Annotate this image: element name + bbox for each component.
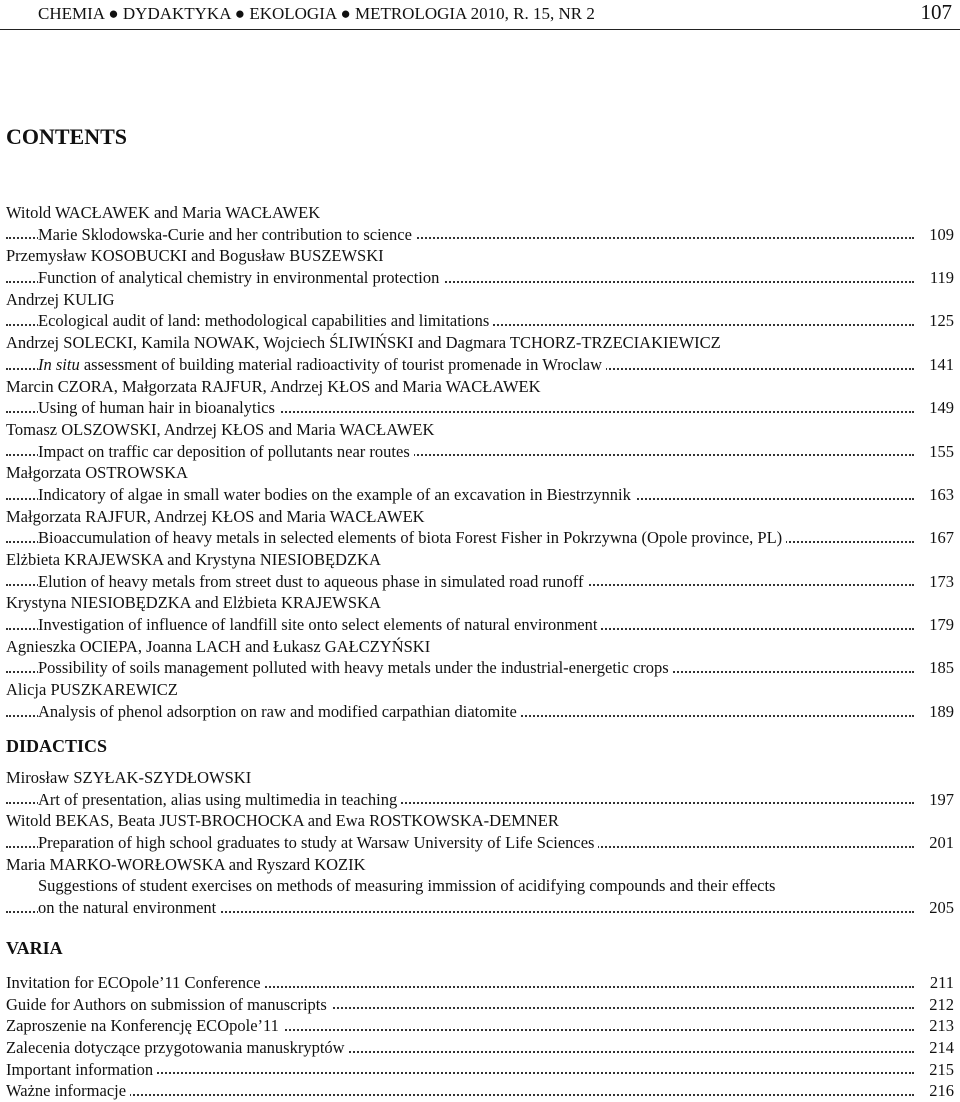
toc-entry[interactable] [6,1015,954,1037]
toc-entry[interactable] [6,397,954,419]
toc-entry[interactable] [6,224,954,246]
entry-page: 119 [914,267,954,289]
dot-leader [6,1094,914,1096]
toc-entry[interactable] [6,1037,954,1059]
entry-authors: Andrzej KULIG [6,289,115,309]
entry-title: Ważne informacje [6,1081,130,1100]
entry-title: Important information [6,1060,157,1079]
toc-entry[interactable] [6,657,954,679]
entry-title: Possibility of soils management polluted with heavy metals under the industrial-energetic crops [38,658,673,677]
entry-title: Using of human hair in bioanalytics [38,398,279,417]
toc-entry[interactable] [6,354,954,376]
entry-page: 179 [914,614,954,636]
entry-page: 212 [914,994,954,1016]
toc-entry[interactable] [6,832,954,854]
entry-title: Indicatory of algae in small water bodies on the example of an excavation in Biestrzynnik [38,485,635,504]
toc-entry[interactable] [6,614,954,636]
contents-list [6,202,954,723]
entry-authors: Marcin CZORA, Małgorzata RAJFUR, Andrzej KŁOS and Maria WACŁAWEK [6,376,541,396]
entry-page: 149 [914,397,954,419]
entry-title-rest: assessment of building material radioactivity of tourist promenade in Wroclaw [79,354,603,374]
entry-title: Analysis of phenol adsorption on raw and modified carpathian diatomite [38,702,521,721]
varia-list [6,972,954,1102]
entry-authors: Alicja PUSZKAREWICZ [6,680,178,700]
entry-title: Investigation of influence of landfill site onto select elements of natural environment [38,615,601,634]
entry-title: Function of analytical chemistry in environmental protection [38,268,443,287]
entry-page: 155 [914,441,954,463]
entry-title: on the natural environment [38,898,220,917]
entry-title: Art of presentation, alias using multimedia in teaching [38,790,401,809]
toc-entry[interactable] [6,994,954,1016]
entry-title: Ecological audit of land: methodological capabilities and limitations [38,311,493,330]
entry-page: 214 [914,1037,954,1059]
toc-entry[interactable] [6,484,954,506]
entry-authors: Małgorzata RAJFUR, Andrzej KŁOS and Maria WACŁAWEK [6,506,425,526]
entry-page: 163 [914,484,954,506]
entry-authors: Tomasz OLSZOWSKI, Andrzej KŁOS and Maria WACŁAWEK [6,419,435,439]
entry-title: Zalecenia dotyczące przygotowania manuskryptów [6,1038,349,1057]
entry-page: 109 [914,224,954,246]
entry-page: 213 [914,1015,954,1037]
entry-authors: Agnieszka OCIEPA, Joanna LACH and Łukasz GAŁCZYŃSKI [6,636,431,656]
entry-authors: Witold WACŁAWEK and Maria WACŁAWEK [6,203,321,222]
entry-authors: Mirosław SZYŁAK-SZYDŁOWSKI [6,768,252,787]
entry-page: 189 [914,701,954,723]
toc-entry[interactable] [6,972,954,994]
entry-title: Invitation for ECOpole’11 Conference [6,973,265,992]
entry-title: Marie Sklodowska-Curie and her contribution to science [38,225,416,244]
entry-page: 205 [914,897,954,919]
toc-entry[interactable] [6,1059,954,1081]
entry-page: 185 [914,657,954,679]
entry-title-italic: In situ [38,354,80,374]
didactics-heading: DIDACTICS [6,736,108,756]
entry-title: Impact on traffic car deposition of pollutants near routes [38,442,414,461]
entry-title: Zaproszenie na Konferencję ECOpole’11 [6,1016,283,1035]
entry-title-line: Suggestions of student exercises on methods of measuring immission of acidifying compounds and their effects [38,876,776,896]
contents-heading: CONTENTS [6,124,128,149]
entry-page: 173 [914,571,954,593]
page-number: 107 [920,0,952,24]
entry-authors: Małgorzata OSTROWSKA [6,463,188,483]
entry-title: Elution of heavy metals from street dust to aqueous phase in simulated road runoff [38,572,587,591]
entry-authors: Elżbieta KRAJEWSKA and Krystyna NIESIOBĘDZKA [6,550,381,569]
entry-authors: Krystyna NIESIOBĘDZKA and Elżbieta KRAJEWSKA [6,593,381,613]
journal-title: CHEMIA ● DYDAKTYKA ● EKOLOGIA ● METROLOGIA 2010, R. 15, NR 2 [38,4,595,23]
entry-page: 216 [914,1080,954,1102]
entry-title: Preparation of high school graduates to study at Warsaw University of Life Sciences [38,833,598,852]
entry-page: 141 [914,354,954,376]
toc-entry[interactable] [6,441,954,463]
toc-entry[interactable] [6,571,954,593]
entry-authors: Maria MARKO-WORŁOWSKA and Ryszard KOZIK [6,854,366,874]
entry-page: 215 [914,1059,954,1081]
toc-entry[interactable] [6,701,954,723]
entry-title [38,355,606,374]
entry-page: 201 [914,832,954,854]
entry-title: Bioaccumulation of heavy metals in selected elements of biota Forest Fisher in Pokrzywna (Opole province, PL) [38,528,786,547]
toc-entry[interactable] [6,527,954,549]
varia-heading: VARIA [6,938,63,958]
entry-page: 211 [914,972,954,994]
entry-page: 197 [914,789,954,811]
entry-page: 125 [914,310,954,332]
running-header [0,0,960,30]
toc-entry[interactable] [6,267,954,289]
entry-authors: Przemysław KOSOBUCKI and Bogusław BUSZEWSKI [6,246,384,266]
toc-entry[interactable] [6,310,954,332]
didactics-list [6,767,954,919]
entry-title: Guide for Authors on submission of manuscripts [6,995,331,1014]
entry-authors: Witold BEKAS, Beata JUST-BROCHOCKA and Ewa ROSTKOWSKA-DEMNER [6,811,559,831]
toc-entry[interactable] [6,789,954,811]
toc-entry[interactable] [6,897,954,919]
entry-authors: Andrzej SOLECKI, Kamila NOWAK, Wojciech ŚLIWIŃSKI and Dagmara TCHORZ-TRZECIAKIEWICZ [6,333,721,353]
entry-page: 167 [914,527,954,549]
